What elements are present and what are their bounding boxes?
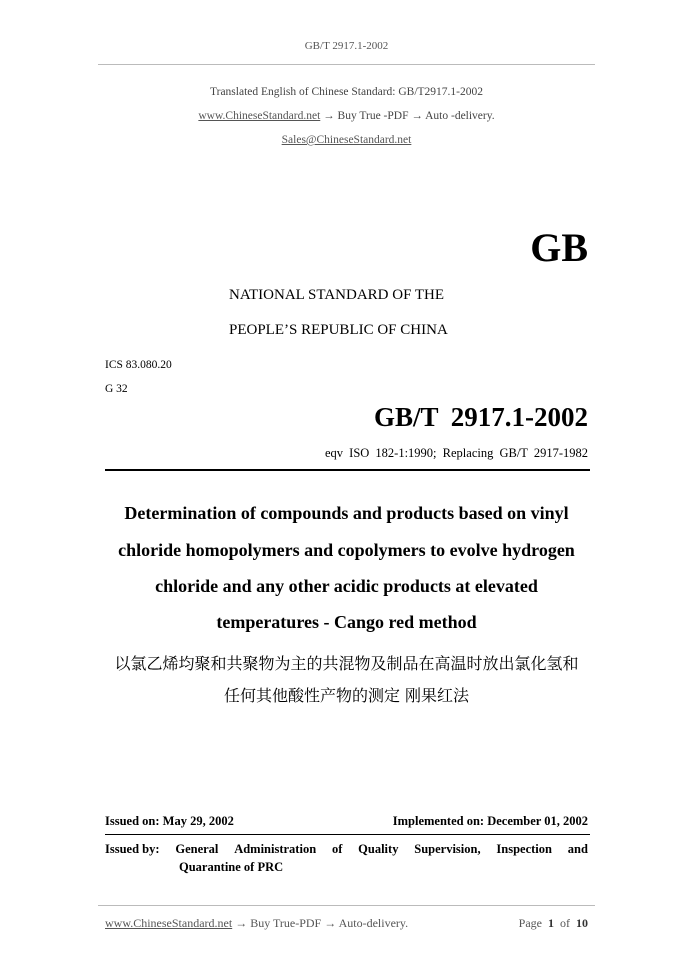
implemented-on: Implemented on: December 01, 2002 — [392, 814, 588, 828]
arrow-icon: → — [323, 110, 335, 122]
issued-by-continuation: Quarantine of PRC — [179, 860, 284, 874]
standard-number: GB/T 2917.1-2002 — [373, 402, 588, 432]
title-cn-line: 任何其他酸性产物的测定 刚果红法 — [223, 686, 470, 705]
arrow-icon: → — [235, 916, 248, 930]
title-en-line: chloride and any other acidic products at elevated — [155, 576, 538, 596]
issued-by-word: Quality — [358, 842, 399, 856]
page-label: Page — [518, 916, 542, 930]
footer-divider — [98, 905, 595, 906]
title-en-line: temperatures - Cango red method — [216, 612, 477, 632]
site-link[interactable]: www.ChineseStandard.net — [198, 110, 321, 122]
translation-notice: Translated English of Chinese Standard: GB/T2917.1-2002 — [210, 86, 483, 98]
ccs-code: G 32 — [105, 383, 128, 395]
cover-divider — [105, 469, 590, 471]
purchase-line — [0, 110, 693, 122]
footer-buy-text: Buy True-PDF — [250, 916, 322, 930]
running-header: GB/T 2917.1-2002 — [304, 40, 389, 52]
issued-by-word: Inspection — [496, 842, 552, 856]
issued-by-line — [105, 842, 588, 857]
issue-divider — [105, 834, 590, 835]
buy-text: Buy True -PDF — [337, 110, 409, 122]
issue-dates-row — [105, 814, 588, 829]
equivalence-note: eqv ISO 182-1:1990; Replacing GB/T 2917-1982 — [324, 446, 588, 460]
page-footer — [105, 916, 588, 931]
issued-by-word: of — [331, 842, 343, 856]
issued-by-block — [105, 842, 588, 875]
issued-on: Issued on: May 29, 2002 — [105, 814, 234, 828]
issued-by-word: Supervision, — [414, 842, 481, 856]
page-total: 10 — [576, 916, 588, 930]
delivery-text: Auto -delivery. — [425, 110, 495, 122]
arrow-icon: → — [411, 110, 423, 122]
issued-by-word: Administration — [234, 842, 317, 856]
footer-purchase — [105, 916, 408, 931]
issued-by-label: Issued by: — [105, 842, 160, 856]
title-en-line: chloride homopolymers and copolymers to evolve hydrogen — [118, 540, 575, 560]
title-en-line: Determination of compounds and products based on vinyl — [124, 503, 569, 523]
arrow-icon: → — [324, 916, 337, 930]
national-standard-line2: PEOPLE’S REPUBLIC OF CHINA — [229, 322, 448, 338]
header-divider — [98, 64, 595, 65]
email-line — [0, 134, 693, 146]
page-indicator — [519, 916, 588, 931]
footer-delivery-text: Auto-delivery. — [338, 916, 409, 930]
gb-mark: GB — [530, 225, 588, 270]
issued-by-word: General — [175, 842, 219, 856]
issued-by-word: and — [567, 842, 588, 856]
national-standard-line1: NATIONAL STANDARD OF THE — [229, 287, 445, 303]
page-of: of — [560, 916, 570, 930]
footer-site-link[interactable]: www.ChineseStandard.net — [105, 916, 233, 930]
page-current: 1 — [548, 916, 554, 930]
ics-code: ICS 83.080.20 — [105, 359, 172, 371]
title-cn-line: 以氯乙烯均聚和共聚物为主的共混物及制品在高温时放出氯化氢和 — [114, 654, 579, 673]
sales-email-link[interactable]: Sales@ChineseStandard.net — [281, 134, 412, 146]
